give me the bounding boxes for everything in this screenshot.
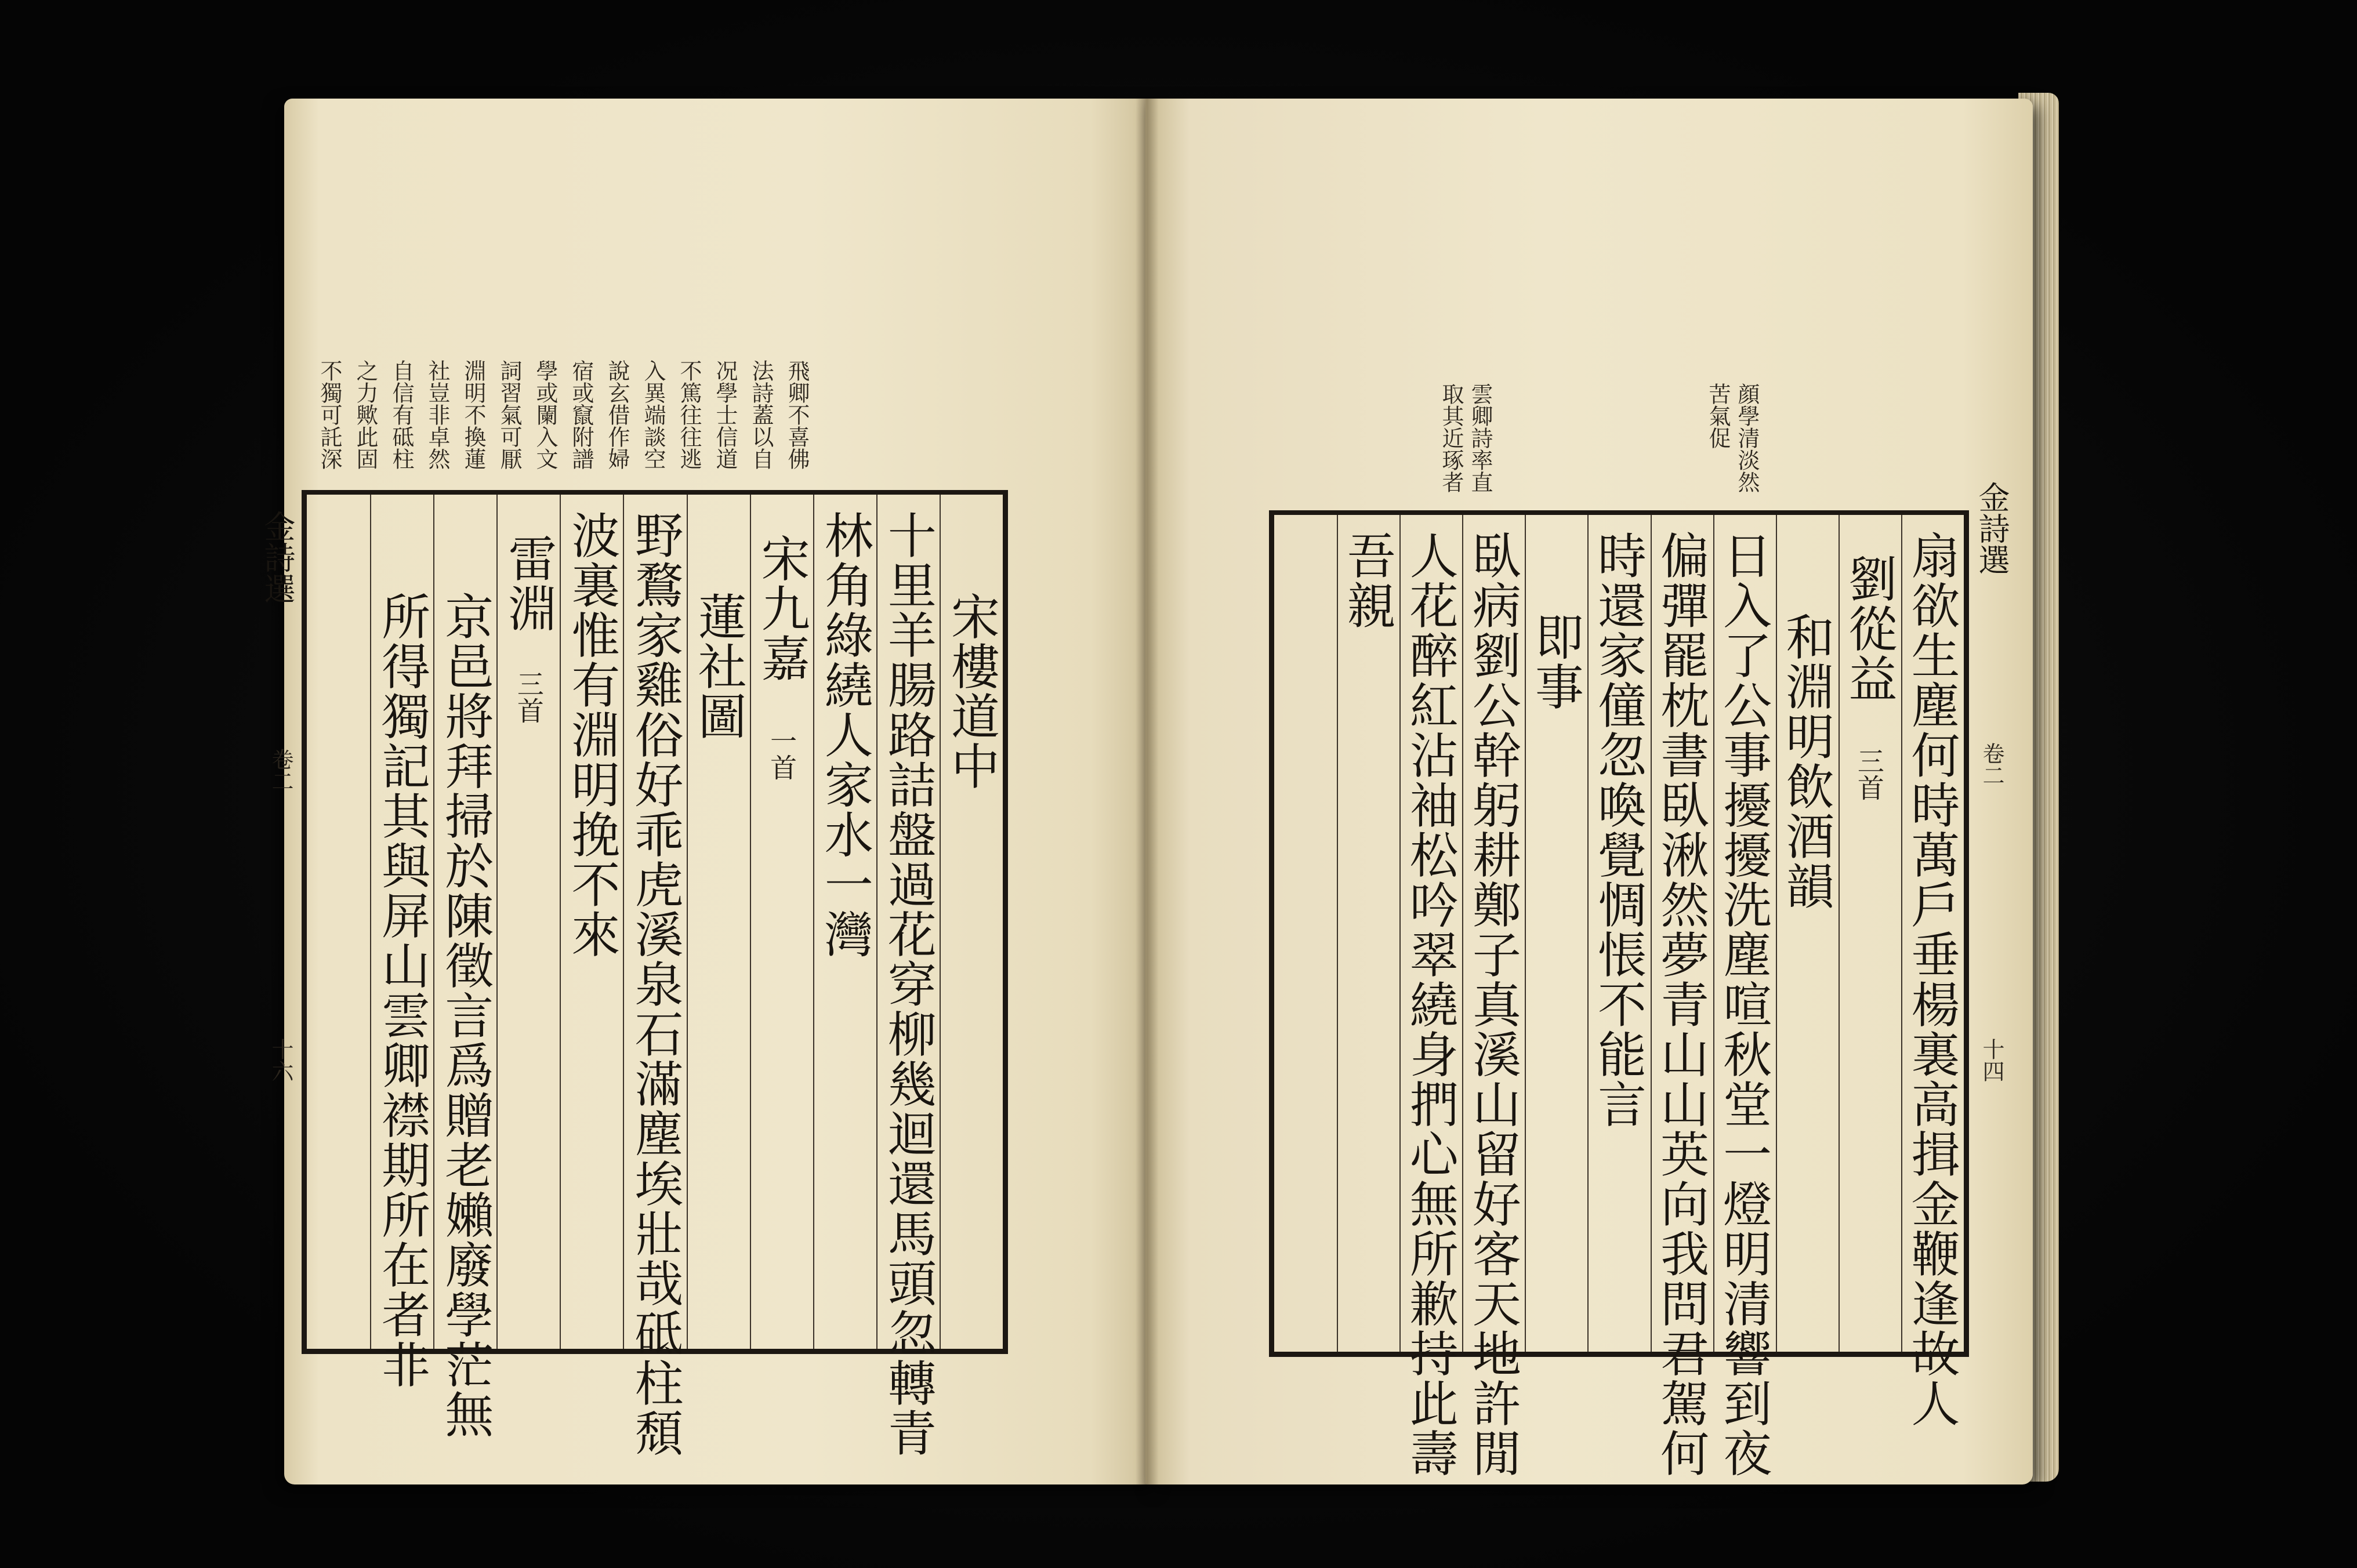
column-rule (940, 495, 941, 1349)
headnote-line: 法詩蓋以自 (748, 360, 774, 470)
text-line-title: 即事 (1527, 612, 1584, 712)
right-margin-page: 十四 (1979, 1038, 2004, 1082)
column-rule (1399, 515, 1401, 1352)
headnote-line: 况學士信道 (712, 360, 738, 470)
headnote-line: 苦氣促 (1705, 383, 1731, 449)
column-rule (813, 495, 814, 1349)
text-line-verse: 林角綠繞人家水一灣 (817, 510, 874, 959)
headnote-line: 學或闌入文 (532, 360, 558, 470)
headnote-line: 詞習氣可厭 (496, 360, 522, 470)
text-line-author: 劉從益 (1840, 554, 1898, 703)
column-rule (1337, 515, 1338, 1352)
poem-count: 三首 (1853, 747, 1885, 801)
column-rule (560, 495, 561, 1349)
headnote-line: 社豈非卓然 (425, 360, 450, 470)
text-line-author: 宋九嘉 (753, 533, 811, 683)
column-rule (1776, 515, 1777, 1352)
text-line-verse: 時還家僮忽喚覺惆悵不能言 (1590, 531, 1647, 1129)
column-rule (623, 495, 624, 1349)
headnote-line: 宿或竄附譜 (568, 360, 594, 470)
left-margin-volume: 卷二 (268, 748, 293, 792)
text-line-author: 雷淵 (500, 533, 557, 633)
column-rule (687, 495, 688, 1349)
left-margin-page: 十六 (268, 1038, 293, 1082)
text-line-title: 京邑將拜掃於陳徵言爲贈老嬾廢學茫無 (437, 591, 494, 1439)
text-line-title: 宋樓道中 (943, 591, 1000, 791)
column-rule (1651, 515, 1652, 1352)
column-rule (876, 495, 877, 1349)
column-rule (1462, 515, 1463, 1352)
headnote-line: 不獨可託深 (317, 360, 342, 470)
text-line-title: 和淵明飲酒韻 (1778, 612, 1835, 911)
headnote-line: 雲卿詩率直 (1467, 383, 1493, 493)
headnote-line: 淵明不換蓮 (460, 360, 486, 470)
headnote-line: 不篤往往逃 (676, 360, 702, 470)
column-rule (433, 495, 434, 1349)
text-line-title: 蓮社圖 (690, 591, 748, 741)
column-rule (496, 495, 498, 1349)
poem-count: 一首 (766, 727, 798, 781)
text-line-verse: 波裏惟有淵明挽不來 (563, 510, 621, 959)
text-line-verse: 野鶩家雞俗好乖虎溪泉石滿塵埃壯哉砥柱頹 (627, 510, 684, 1458)
column-rule (1839, 515, 1840, 1352)
headnote-line: 顔學清淡然 (1734, 383, 1760, 493)
text-line-verse: 日入了公事擾擾洗塵喧秋堂一燈明清響到夜 (1715, 531, 1772, 1478)
text-line-verse: 人花醉紅沾袖松吟翠繞身捫心無所歉持此壽 (1402, 531, 1459, 1478)
headnote-line: 說玄借作婦 (604, 360, 630, 470)
text-line-verse: 臥病劉公幹躬耕鄭子真溪山留好客天地許閒 (1464, 531, 1522, 1478)
book-gutter (1136, 99, 1159, 1484)
column-rule (750, 495, 751, 1349)
poem-count: 三首 (513, 670, 545, 724)
headnote-line: 自信有砥柱 (389, 360, 414, 470)
text-line-verse: 十里羊腸路詰盤過花穿柳幾迴還馬頭忽轉青 (880, 510, 937, 1458)
right-margin-title: 金詩選 (1974, 481, 2010, 575)
column-rule (370, 495, 371, 1349)
text-line-verse: 扇欲生塵何時萬戶垂楊裏高揖金鞭逢故人 (1903, 531, 1960, 1428)
column-rule (1587, 515, 1589, 1352)
headnote-line: 取其近琢者 (1438, 383, 1464, 493)
text-line-verse: 吾親 (1339, 531, 1397, 630)
headnote-line: 飛卿不喜佛 (784, 360, 810, 470)
column-rule (1713, 515, 1714, 1352)
text-line-title: 所得獨記其與屏山雲卿襟期所在者非 (374, 591, 431, 1389)
left-margin-title: 金詩選 (259, 510, 296, 604)
right-margin-volume: 卷二 (1979, 742, 2004, 786)
column-rule (1901, 515, 1902, 1352)
text-line-verse: 偏彈罷枕書臥湫然夢青山山英向我問君駕何 (1652, 531, 1710, 1478)
column-rule (1525, 515, 1526, 1352)
headnote-line: 之力歟此固 (353, 360, 378, 470)
headnote-line: 入異端談空 (640, 360, 666, 470)
